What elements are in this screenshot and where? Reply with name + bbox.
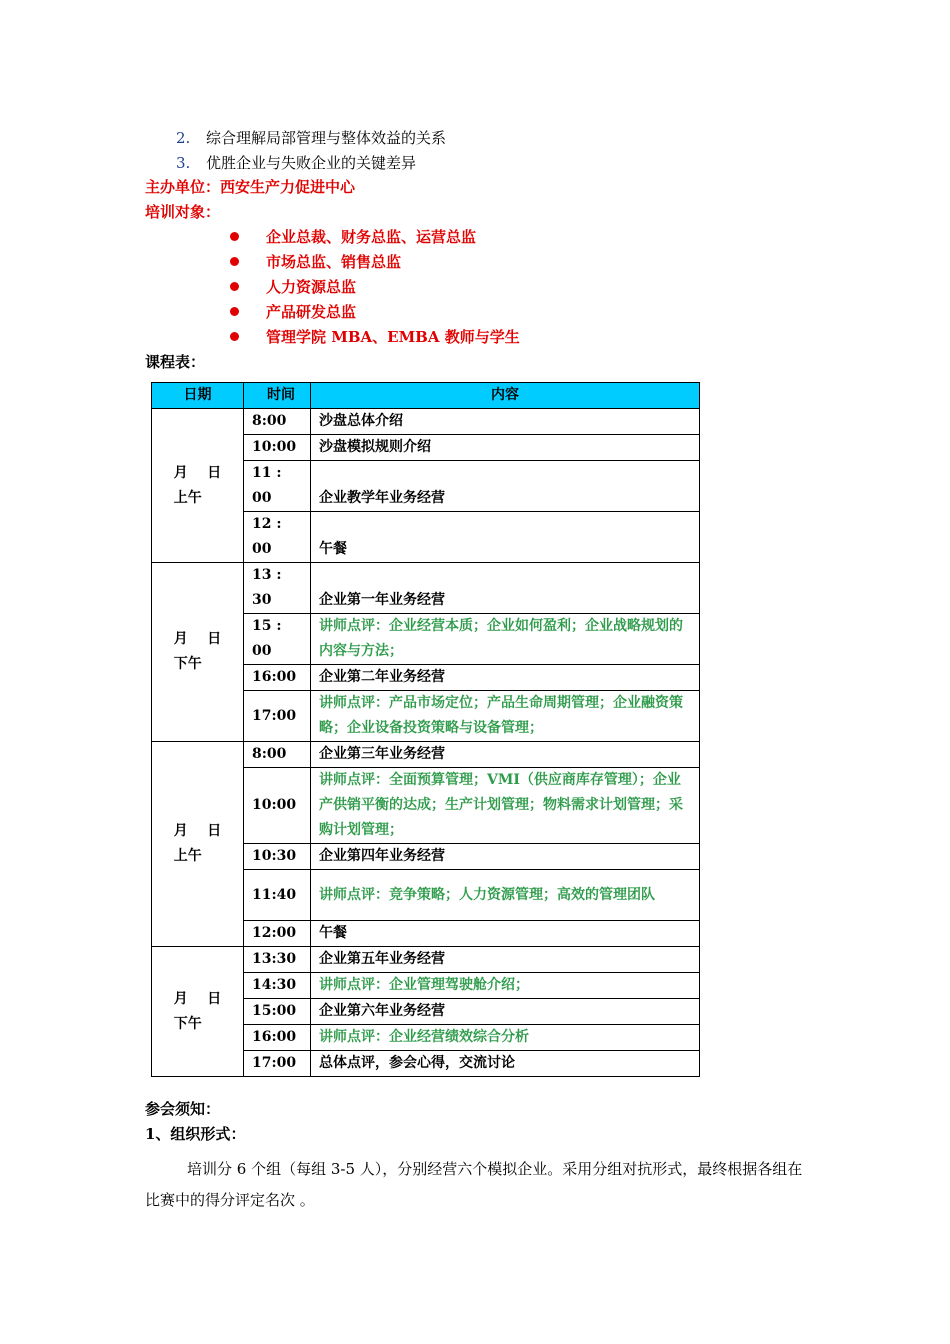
schedule-table <box>151 382 700 1077</box>
time-cell: 16:00 <box>244 665 311 691</box>
day-date: 月 日 <box>173 464 222 481</box>
day-period: 下午 <box>173 656 202 672</box>
header-content: 内容 <box>311 383 700 409</box>
time-cell: 15 : 00 <box>244 614 311 665</box>
content-cell: 企业第三年业务经营 <box>311 742 700 768</box>
notice-heading: 参会须知： <box>145 1100 221 1118</box>
table-header-row <box>152 383 700 409</box>
content-cell: 讲师点评：产品市场定位；产品生命周期管理；企业融资策略；企业设备投资策略与设备管理； <box>311 691 700 742</box>
content-cell: 企业第五年业务经营 <box>311 947 700 973</box>
table-row <box>152 947 700 973</box>
content-cell: 讲师点评：全面预算管理；VMI（供应商库存管理）；企业产供销平衡的达成；生产计划管理；物料需求计划管理；采购计划管理； <box>311 768 700 844</box>
audience-heading: 培训对象： <box>145 203 221 221</box>
day-cell <box>152 742 244 947</box>
audience-text: 企业总裁、财务总监、运营总监 <box>266 228 477 246</box>
org-form-heading: 1、组织形式： <box>145 1125 246 1143</box>
day-cell <box>152 409 244 563</box>
table-row <box>152 742 700 768</box>
content-cell: 企业第一年业务经营 <box>311 563 700 614</box>
bullet-icon <box>230 282 239 291</box>
time-cell: 17:00 <box>244 1051 311 1077</box>
time-cell: 12:00 <box>244 921 311 947</box>
time-cell: 13:30 <box>244 947 311 973</box>
time-cell: 16:00 <box>244 1025 311 1051</box>
content-cell: 午餐 <box>311 921 700 947</box>
day-date: 月 日 <box>173 631 222 647</box>
day-date: 月 日 <box>173 823 222 839</box>
day-cell <box>152 563 244 742</box>
audience-item <box>230 225 520 250</box>
audience-text: 人力资源总监 <box>266 278 357 296</box>
content-cell: 沙盘模拟规则介绍 <box>311 435 700 461</box>
bullet-icon <box>230 257 239 266</box>
day-date: 月 日 <box>173 990 222 1007</box>
organizer-heading: 主办单位：西安生产力促进中心 <box>145 178 356 196</box>
header-date: 日期 <box>152 383 244 409</box>
audience-text: 市场总监、销售总监 <box>266 253 402 271</box>
bullet-icon <box>230 332 239 341</box>
audience-item <box>230 325 520 350</box>
objective-text: 综合理解局部管理与整体效益的关系 <box>206 129 447 147</box>
day-period: 下午 <box>173 1015 202 1032</box>
content-cell: 讲师点评：企业管理驾驶舱介绍； <box>311 973 700 999</box>
time-cell: 10:00 <box>244 768 311 844</box>
time-cell: 12 : 00 <box>244 512 311 563</box>
audience-text: 产品研发总监 <box>266 303 357 321</box>
audience-item <box>230 275 520 300</box>
content-cell: 午餐 <box>311 512 700 563</box>
objective-item <box>176 151 446 176</box>
content-cell: 讲师点评：竞争策略；人力资源管理；高效的管理团队 <box>311 870 700 921</box>
list-number: 3. <box>176 154 191 172</box>
time-cell: 8:00 <box>244 742 311 768</box>
org-form-paragraph: 培训分 6 个组（每组 3-5 人），分别经营六个模拟企业。采用分组对抗形式，最终根据各组在比赛中的得分评定名次 。 <box>145 1160 803 1209</box>
bullet-icon <box>230 232 239 241</box>
table-row <box>152 563 700 614</box>
objective-item <box>176 126 446 151</box>
objective-text: 优胜企业与失败企业的关键差异 <box>206 154 417 172</box>
content-cell: 企业第四年业务经营 <box>311 844 700 870</box>
audience-text: 管理学院 MBA、EMBA 教师与学生 <box>266 328 520 346</box>
schedule-heading: 课程表： <box>145 353 206 371</box>
time-cell: 10:30 <box>244 844 311 870</box>
bullet-icon <box>230 307 239 316</box>
audience-item <box>230 250 520 275</box>
time-cell: 17:00 <box>244 691 311 742</box>
time-cell: 13 : 30 <box>244 563 311 614</box>
content-cell: 企业第二年业务经营 <box>311 665 700 691</box>
content-cell: 讲师点评：企业经营绩效综合分析 <box>311 1025 700 1051</box>
content-cell: 沙盘总体介绍 <box>311 409 700 435</box>
content-cell: 企业第六年业务经营 <box>311 999 700 1025</box>
table-row <box>152 409 700 435</box>
day-period: 上午 <box>173 489 202 506</box>
day-period: 上午 <box>173 848 202 864</box>
time-cell: 11 : 00 <box>244 461 311 512</box>
content-cell: 企业教学年业务经营 <box>311 461 700 512</box>
time-cell: 10:00 <box>244 435 311 461</box>
content-cell: 总体点评，参会心得，交流讨论 <box>311 1051 700 1077</box>
time-cell: 11:40 <box>244 870 311 921</box>
list-number: 2. <box>176 129 191 147</box>
audience-list <box>230 225 520 350</box>
time-cell: 15:00 <box>244 999 311 1025</box>
time-cell: 14:30 <box>244 973 311 999</box>
header-time: 时间 <box>244 383 311 409</box>
day-cell <box>152 947 244 1077</box>
content-cell: 讲师点评：企业经营本质；企业如何盈利；企业战略规划的内容与方法； <box>311 614 700 665</box>
objectives-list <box>176 126 446 176</box>
audience-item <box>230 300 520 325</box>
time-cell: 8:00 <box>244 409 311 435</box>
